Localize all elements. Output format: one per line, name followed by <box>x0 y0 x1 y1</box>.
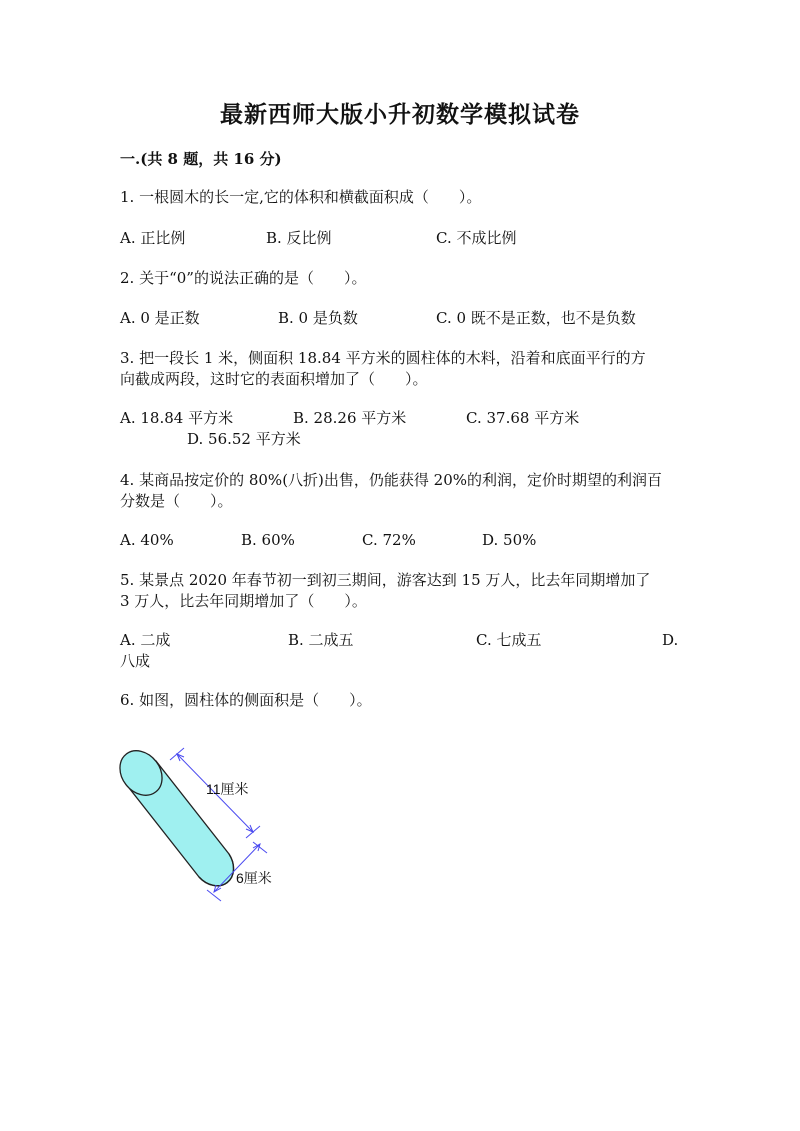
question-4-option-d: D. 50% <box>482 531 537 549</box>
question-2-option-a: A. 0 是正数 <box>120 309 200 327</box>
question-4-option-a: A. 40% <box>120 531 174 549</box>
question-4-stem-line-2: 分数是（ ）。 <box>120 492 233 510</box>
question-3-stem-line-1: 3. 把一段长 1 米，侧面积 18.84 平方米的圆柱体的木料，沿着和底面平行的方 <box>120 349 646 367</box>
question-1-option-b: B. 反比例 <box>266 229 332 247</box>
question-2-option-c: C. 0 既不是正数，也不是负数 <box>436 309 636 327</box>
cylinder-figure <box>118 742 298 912</box>
question-1-option-a: A. 正比例 <box>120 229 186 247</box>
question-6-stem: 6. 如图，圆柱体的侧面积是（ ）。 <box>120 691 372 709</box>
length-label: 11厘米 <box>206 781 249 797</box>
question-5-option-d: D. <box>662 631 679 649</box>
question-3-option-d: D. 56.52 平方米 <box>187 430 301 448</box>
question-5-stem-line-1: 5. 某景点 2020 年春节初一到初三期间，游客达到 15 万人，比去年同期增加了 <box>120 571 651 589</box>
question-5-option-c: C. 七成五 <box>476 631 542 649</box>
question-4-option-b: B. 60% <box>241 531 295 549</box>
question-5-option-b: B. 二成五 <box>288 631 354 649</box>
question-5-option-d-text: 八成 <box>120 652 151 670</box>
diameter-label: 6厘米 <box>236 870 272 886</box>
question-1-option-c: C. 不成比例 <box>436 229 517 247</box>
question-1-stem: 1. 一根圆木的长一定,它的体积和横截面积成（ ）。 <box>120 188 482 206</box>
question-3-option-c: C. 37.68 平方米 <box>466 409 580 427</box>
question-5-stem-line-2: 3 万人，比去年同期增加了（ ）。 <box>120 592 367 610</box>
page-title: 最新西师大版小升初数学模拟试卷 <box>220 101 580 128</box>
question-4-stem-line-1: 4. 某商品按定价的 80%(八折)出售，仍能获得 20%的利润，定价时期望的利润百 <box>120 471 663 489</box>
question-3-stem-line-2: 向截成两段，这时它的表面积增加了（ ）。 <box>120 370 428 388</box>
question-3-option-a: A. 18.84 平方米 <box>120 409 234 427</box>
question-3-option-b: B. 28.26 平方米 <box>293 409 407 427</box>
question-4-option-c: C. 72% <box>362 531 416 549</box>
question-2-option-b: B. 0 是负数 <box>278 309 358 327</box>
question-2-stem: 2. 关于“0”的说法正确的是（ ）。 <box>120 269 367 287</box>
section-heading: 一.(共 8 题，共 16 分) <box>120 150 282 168</box>
question-5-option-a: A. 二成 <box>120 631 171 649</box>
